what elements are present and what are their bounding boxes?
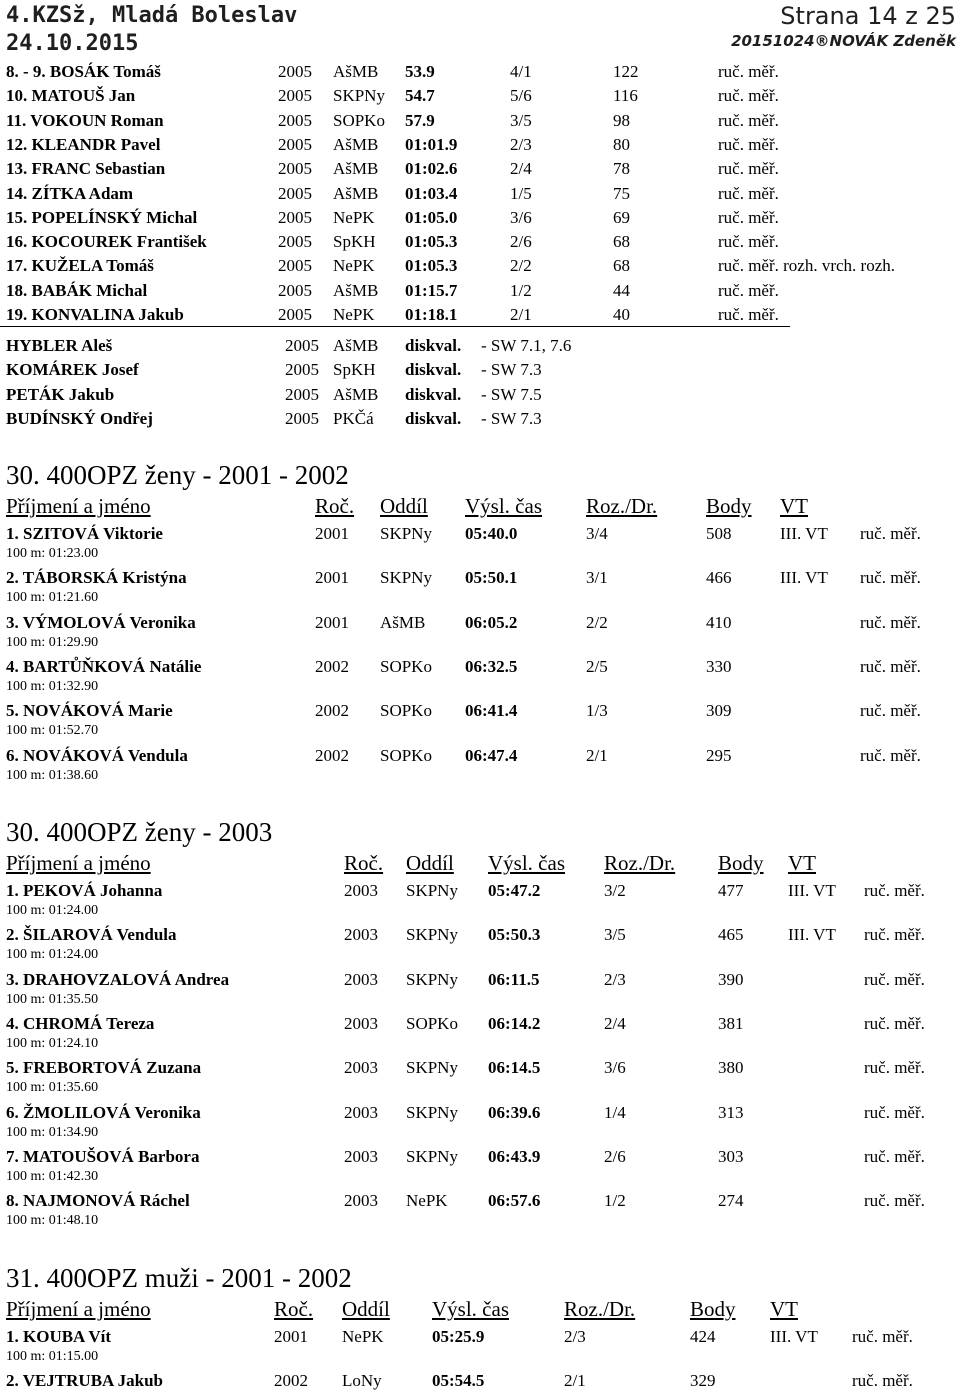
result-points: 80 xyxy=(613,134,630,154)
result-club: NePK xyxy=(333,207,375,227)
dq-club: AšMB xyxy=(333,384,379,404)
result-club: SKPNy xyxy=(406,881,458,900)
result-club: AšMB xyxy=(333,134,379,154)
result-points: 508 xyxy=(706,524,732,543)
dq-reason: - SW 7.3 xyxy=(481,408,542,428)
result-row xyxy=(0,1101,960,1125)
result-year: 2002 xyxy=(315,656,349,676)
result-name: 1. SZITOVÁ Viktorie xyxy=(6,524,163,543)
result-name: 8. NAJMONOVÁ Ráchel xyxy=(6,1191,190,1211)
result-club: SOPKo xyxy=(380,745,432,765)
result-year: 2003 xyxy=(344,969,378,989)
result-row xyxy=(0,254,960,278)
result-class: III. VT xyxy=(788,925,836,945)
result-points: 466 xyxy=(706,568,732,588)
column-points: Body xyxy=(690,1297,736,1321)
split-time: 100 m: 01:29.90 xyxy=(6,634,99,650)
dq-name: BUDÍNSKÝ Ondřej xyxy=(6,408,153,428)
result-points: 68 xyxy=(613,256,630,276)
result-club: SKPNy xyxy=(406,925,458,945)
result-year: 2005 xyxy=(278,62,312,81)
column-time: Výsl. čas xyxy=(488,851,565,875)
result-note: ruč. měř. xyxy=(860,524,921,543)
column-header xyxy=(0,492,960,520)
column-header xyxy=(0,849,960,877)
result-note: ruč. měř. xyxy=(864,1102,925,1122)
result-club: SOPKo xyxy=(380,656,432,676)
dq-status: diskval. xyxy=(405,360,462,380)
result-name: 11. VOKOUN Roman xyxy=(6,110,164,130)
result-name: 5. FREBORTOVÁ Zuzana xyxy=(6,1058,202,1078)
author-stamp: 20151024®NOVÁK Zdeněk xyxy=(731,32,956,50)
result-name: 8. - 9. BOSÁK Tomáš xyxy=(6,62,161,81)
result-points: 465 xyxy=(718,925,744,945)
split-time: 100 m: 01:48.10 xyxy=(6,1213,99,1229)
column-class: VT xyxy=(780,494,808,518)
result-time: 54.7 xyxy=(405,86,435,106)
result-note: ruč. měř. xyxy=(718,305,779,324)
result-heat: 5/6 xyxy=(510,86,532,106)
result-heat: 3/5 xyxy=(510,110,532,130)
result-note: ruč. měř. xyxy=(718,207,779,227)
result-row xyxy=(0,968,960,992)
result-class: III. VT xyxy=(788,881,836,900)
result-row xyxy=(0,744,960,768)
result-note: ruč. měř. xyxy=(718,183,779,203)
result-heat: 3/5 xyxy=(604,925,626,945)
result-name: 17. KUŽELA Tomáš xyxy=(6,256,154,276)
result-year: 2005 xyxy=(278,86,312,106)
result-note: ruč. měř. xyxy=(860,701,921,721)
split-time: 100 m: 01:52.70 xyxy=(6,723,99,739)
result-heat: 2/3 xyxy=(510,134,532,154)
result-note: ruč. měř. xyxy=(852,1327,913,1346)
result-heat: 2/6 xyxy=(604,1146,626,1166)
section-title: 31. 400OPZ muži - 2001 - 2002 xyxy=(6,1263,352,1293)
result-year: 2005 xyxy=(278,159,312,179)
result-time: 01:03.4 xyxy=(405,183,458,203)
split-time: 100 m: 01:24.10 xyxy=(6,1035,99,1051)
result-note: ruč. měř. xyxy=(864,1191,925,1211)
result-time: 01:02.6 xyxy=(405,159,458,179)
result-points: 68 xyxy=(613,232,630,252)
section-title: 30. 400OPZ ženy - 2003 xyxy=(6,817,273,847)
result-year: 2005 xyxy=(278,207,312,227)
dq-year: 2005 xyxy=(285,408,319,428)
result-points: 424 xyxy=(690,1327,716,1346)
result-heat: 2/3 xyxy=(564,1327,586,1346)
result-club: SKPNy xyxy=(380,568,432,588)
result-time: 05:54.5 xyxy=(432,1371,485,1391)
column-year: Roč. xyxy=(344,851,384,875)
dq-reason: - SW 7.3 xyxy=(481,360,542,380)
result-points: 69 xyxy=(613,207,630,227)
result-year: 2002 xyxy=(315,745,349,765)
result-name: 2. VEJTRUBA Jakub xyxy=(6,1371,163,1391)
result-year: 2005 xyxy=(278,232,312,252)
result-year: 2005 xyxy=(278,256,312,276)
result-club: SKPNy xyxy=(406,1102,458,1122)
result-points: 309 xyxy=(706,701,732,721)
column-year: Roč. xyxy=(274,1297,314,1321)
result-year: 2003 xyxy=(344,1146,378,1166)
result-points: 78 xyxy=(613,159,630,179)
result-heat: 2/1 xyxy=(564,1371,586,1391)
result-time: 05:47.2 xyxy=(488,881,541,900)
result-heat: 2/5 xyxy=(586,656,608,676)
result-name: 7. MATOUŠOVÁ Barbora xyxy=(6,1146,200,1166)
result-name: 14. ZÍTKA Adam xyxy=(6,183,134,203)
result-year: 2005 xyxy=(278,280,312,300)
result-year: 2001 xyxy=(274,1327,308,1346)
result-row xyxy=(0,923,960,947)
result-club: SKPNy xyxy=(380,524,432,543)
result-note: ruč. měř. xyxy=(860,612,921,632)
result-heat: 2/6 xyxy=(510,232,532,252)
result-year: 2002 xyxy=(274,1371,308,1391)
result-note: ruč. měř. xyxy=(864,969,925,989)
result-row xyxy=(0,60,960,84)
split-time: 100 m: 01:35.60 xyxy=(6,1080,99,1096)
result-name: 15. POPELÍNSKÝ Michal xyxy=(6,207,198,227)
result-year: 2001 xyxy=(315,612,349,632)
column-name: Příjmení a jméno xyxy=(6,851,151,875)
result-name: 6. NOVÁKOVÁ Vendula xyxy=(6,745,188,765)
column-heat: Roz./Dr. xyxy=(604,851,676,875)
result-row xyxy=(0,1056,960,1080)
event-date: 24.10.2015 xyxy=(6,31,139,56)
result-club: NePK xyxy=(406,1191,448,1211)
result-note: ruč. měř. xyxy=(718,159,779,179)
result-time: 05:40.0 xyxy=(465,524,518,543)
result-note: ruč. měř. xyxy=(864,1013,925,1033)
result-year: 2003 xyxy=(344,1191,378,1211)
result-note: ruč. měř. xyxy=(718,232,779,252)
split-time: 100 m: 01:24.00 xyxy=(6,947,99,963)
result-time: 05:50.3 xyxy=(488,925,541,945)
dq-year: 2005 xyxy=(285,336,319,355)
result-heat: 1/2 xyxy=(510,280,532,300)
result-year: 2005 xyxy=(278,305,312,324)
event-title: 4.KZSž, Mladá Boleslav xyxy=(6,3,298,28)
result-name: 6. ŽMOLILOVÁ Veronika xyxy=(6,1102,201,1122)
result-name: 1. KOUBA Vít xyxy=(6,1327,112,1346)
dq-status: diskval. xyxy=(405,336,462,355)
result-row xyxy=(0,1369,960,1393)
result-heat: 1/5 xyxy=(510,183,532,203)
column-club: Oddíl xyxy=(406,851,454,875)
result-time: 05:50.1 xyxy=(465,568,518,588)
result-heat: 1/3 xyxy=(586,701,608,721)
result-time: 57.9 xyxy=(405,110,435,130)
split-time: 100 m: 01:42.30 xyxy=(6,1168,99,1184)
result-row xyxy=(0,279,960,303)
result-note: ruč. měř. xyxy=(718,134,779,154)
result-name: 16. KOCOUREK František xyxy=(6,232,207,252)
result-club: SKPNy xyxy=(406,969,458,989)
result-year: 2003 xyxy=(344,1102,378,1122)
result-note: ruč. měř. xyxy=(718,110,779,130)
dq-reason: - SW 7.5 xyxy=(481,384,542,404)
result-note: ruč. měř. xyxy=(718,86,779,106)
result-year: 2003 xyxy=(344,1013,378,1033)
result-points: 44 xyxy=(613,280,630,300)
result-time: 01:05.0 xyxy=(405,207,458,227)
column-class: VT xyxy=(770,1297,798,1321)
disqualified-row xyxy=(0,358,960,382)
result-points: 295 xyxy=(706,745,732,765)
result-points: 381 xyxy=(718,1013,744,1033)
header-left xyxy=(6,2,297,58)
result-heat: 1/4 xyxy=(604,1102,626,1122)
result-points: 380 xyxy=(718,1058,744,1078)
result-name: 19. KONVALINA Jakub xyxy=(6,305,184,324)
result-note: ruč. měř. xyxy=(718,280,779,300)
result-heat: 4/1 xyxy=(510,62,532,81)
dq-club: AšMB xyxy=(333,336,379,355)
result-time: 06:43.9 xyxy=(488,1146,541,1166)
result-heat: 1/2 xyxy=(604,1191,626,1211)
result-heat: 3/4 xyxy=(586,524,608,543)
result-note: ruč. měř. xyxy=(860,745,921,765)
result-name: 4. BARTŮŇKOVÁ Natálie xyxy=(6,656,202,676)
result-year: 2005 xyxy=(278,134,312,154)
disqualified-row xyxy=(0,334,960,358)
result-points: 274 xyxy=(718,1191,744,1211)
result-points: 40 xyxy=(613,305,630,324)
result-time: 06:11.5 xyxy=(488,969,540,989)
result-club: AšMB xyxy=(333,62,379,81)
column-year: Roč. xyxy=(315,494,355,518)
result-name: 3. DRAHOVZALOVÁ Andrea xyxy=(6,969,230,989)
result-row xyxy=(0,879,960,903)
dq-year: 2005 xyxy=(285,384,319,404)
result-row xyxy=(0,109,960,133)
result-club: SKPNy xyxy=(406,1058,458,1078)
result-points: 330 xyxy=(706,656,732,676)
column-name: Příjmení a jméno xyxy=(6,494,151,518)
result-year: 2003 xyxy=(344,1058,378,1078)
column-heat: Roz./Dr. xyxy=(586,494,658,518)
column-header xyxy=(0,1295,960,1323)
result-row xyxy=(0,522,960,546)
result-note: ruč. měř. rozh. vrch. rozh. xyxy=(718,256,896,276)
result-row xyxy=(0,1325,960,1349)
result-club: AšMB xyxy=(380,612,426,632)
result-club: SKPNy xyxy=(406,1146,458,1166)
result-points: 313 xyxy=(718,1102,744,1122)
result-heat: 2/4 xyxy=(604,1013,626,1033)
result-time: 06:14.5 xyxy=(488,1058,541,1078)
dq-name: KOMÁREK Josef xyxy=(6,360,139,380)
result-points: 116 xyxy=(613,86,638,106)
result-time: 06:47.4 xyxy=(465,745,518,765)
result-name: 4. CHROMÁ Tereza xyxy=(6,1013,155,1033)
split-time: 100 m: 01:21.60 xyxy=(6,590,99,606)
result-time: 06:14.2 xyxy=(488,1013,541,1033)
result-row xyxy=(0,303,790,327)
result-heat: 2/3 xyxy=(604,969,626,989)
dq-status: diskval. xyxy=(405,408,462,428)
split-time: 100 m: 01:35.50 xyxy=(6,991,99,1007)
result-row xyxy=(0,182,960,206)
result-heat: 2/1 xyxy=(510,305,532,324)
result-name: 10. MATOUŠ Jan xyxy=(6,86,136,106)
result-year: 2003 xyxy=(344,881,378,900)
result-points: 410 xyxy=(706,612,732,632)
result-note: ruč. měř. xyxy=(864,1058,925,1078)
dq-reason: - SW 7.1, 7.6 xyxy=(481,336,572,355)
result-points: 477 xyxy=(718,881,744,900)
result-class: III. VT xyxy=(770,1327,818,1346)
result-year: 2001 xyxy=(315,524,349,543)
result-note: ruč. měř. xyxy=(864,1146,925,1166)
column-club: Oddíl xyxy=(380,494,428,518)
result-time: 06:39.6 xyxy=(488,1102,541,1122)
result-time: 01:18.1 xyxy=(405,305,458,324)
split-time: 100 m: 01:23.00 xyxy=(6,546,99,561)
dq-club: PKČá xyxy=(333,408,374,428)
result-row xyxy=(0,230,960,254)
result-club: SOPKo xyxy=(380,701,432,721)
result-year: 2005 xyxy=(278,110,312,130)
result-time: 06:05.2 xyxy=(465,612,518,632)
column-time: Výsl. čas xyxy=(465,494,542,518)
result-time: 01:05.3 xyxy=(405,256,458,276)
dq-name: HYBLER Aleš xyxy=(6,336,113,355)
result-time: 06:32.5 xyxy=(465,656,518,676)
result-heat: 3/1 xyxy=(586,568,608,588)
result-name: 3. VÝMOLOVÁ Veronika xyxy=(6,612,196,632)
result-points: 329 xyxy=(690,1371,716,1391)
column-name: Příjmení a jméno xyxy=(6,1297,151,1321)
disqualified-row xyxy=(0,383,960,407)
result-class: III. VT xyxy=(780,524,828,543)
result-row xyxy=(0,566,960,590)
result-time: 06:57.6 xyxy=(488,1191,541,1211)
result-note: ruč. měř. xyxy=(860,568,921,588)
result-year: 2002 xyxy=(315,701,349,721)
result-time: 05:25.9 xyxy=(432,1327,485,1346)
result-time: 06:41.4 xyxy=(465,701,518,721)
result-time: 53.9 xyxy=(405,62,435,81)
dq-year: 2005 xyxy=(285,360,319,380)
result-row xyxy=(0,1145,960,1169)
result-club: SpKH xyxy=(333,232,376,252)
result-year: 2003 xyxy=(344,925,378,945)
result-club: NePK xyxy=(333,256,375,276)
result-row xyxy=(0,1189,960,1213)
result-club: AšMB xyxy=(333,183,379,203)
result-row xyxy=(0,157,960,181)
result-name: 18. BABÁK Michal xyxy=(6,280,148,300)
page-number: Strana 14 z 25 xyxy=(780,2,956,30)
result-name: 13. FRANC Sebastian xyxy=(6,159,166,179)
column-class: VT xyxy=(788,851,816,875)
result-time: 01:15.7 xyxy=(405,280,458,300)
result-heat: 3/2 xyxy=(604,881,626,900)
result-note: ruč. měř. xyxy=(864,925,925,945)
split-time: 100 m: 01:24.00 xyxy=(6,903,99,918)
result-club: AšMB xyxy=(333,280,379,300)
column-points: Body xyxy=(706,494,752,518)
result-name: 2. ŠILAROVÁ Vendula xyxy=(6,925,177,945)
result-club: AšMB xyxy=(333,159,379,179)
result-row xyxy=(0,611,960,635)
dq-status: diskval. xyxy=(405,384,462,404)
result-points: 75 xyxy=(613,183,630,203)
result-points: 303 xyxy=(718,1146,744,1166)
result-time: 01:01.9 xyxy=(405,134,458,154)
split-time: 100 m: 01:38.60 xyxy=(6,767,99,783)
column-time: Výsl. čas xyxy=(432,1297,509,1321)
result-class: III. VT xyxy=(780,568,828,588)
result-club: LoNy xyxy=(342,1371,382,1391)
result-row xyxy=(0,133,960,157)
split-time: 100 m: 01:15.00 xyxy=(6,1349,99,1364)
result-name: 1. PEKOVÁ Johanna xyxy=(6,881,163,900)
section-title: 30. 400OPZ ženy - 2001 - 2002 xyxy=(6,460,349,490)
result-row xyxy=(0,1012,960,1036)
column-club: Oddíl xyxy=(342,1297,390,1321)
result-row xyxy=(0,206,960,230)
result-name: 12. KLEANDR Pavel xyxy=(6,134,161,154)
result-note: ruč. měř. xyxy=(860,656,921,676)
result-heat: 3/6 xyxy=(510,207,532,227)
split-time: 100 m: 01:32.90 xyxy=(6,678,99,694)
result-row xyxy=(0,655,960,679)
result-time: 01:05.3 xyxy=(405,232,458,252)
result-name: 2. TÁBORSKÁ Kristýna xyxy=(6,568,187,588)
result-note: ruč. měř. xyxy=(864,881,925,900)
result-club: SOPKo xyxy=(406,1013,458,1033)
result-club: NePK xyxy=(333,305,375,324)
result-heat: 3/6 xyxy=(604,1058,626,1078)
result-points: 390 xyxy=(718,969,744,989)
disqualified-row xyxy=(0,407,960,431)
result-heat: 2/1 xyxy=(586,745,608,765)
result-heat: 2/2 xyxy=(510,256,532,276)
result-year: 2005 xyxy=(278,183,312,203)
column-heat: Roz./Dr. xyxy=(564,1297,636,1321)
dq-club: SpKH xyxy=(333,360,376,380)
result-points: 122 xyxy=(613,62,639,81)
result-year: 2001 xyxy=(315,568,349,588)
result-points: 98 xyxy=(613,110,630,130)
result-note: ruč. měř. xyxy=(718,62,779,81)
result-heat: 2/2 xyxy=(586,612,608,632)
result-name: 5. NOVÁKOVÁ Marie xyxy=(6,701,173,721)
result-row xyxy=(0,699,960,723)
result-heat: 2/4 xyxy=(510,159,532,179)
header-right xyxy=(731,2,956,52)
result-club: NePK xyxy=(342,1327,384,1346)
split-time: 100 m: 01:34.90 xyxy=(6,1124,99,1140)
result-row xyxy=(0,84,960,108)
column-points: Body xyxy=(718,851,764,875)
result-club: SKPNy xyxy=(333,86,385,106)
result-club: SOPKo xyxy=(333,110,385,130)
result-note: ruč. měř. xyxy=(852,1371,913,1391)
dq-name: PETÁK Jakub xyxy=(6,384,115,404)
